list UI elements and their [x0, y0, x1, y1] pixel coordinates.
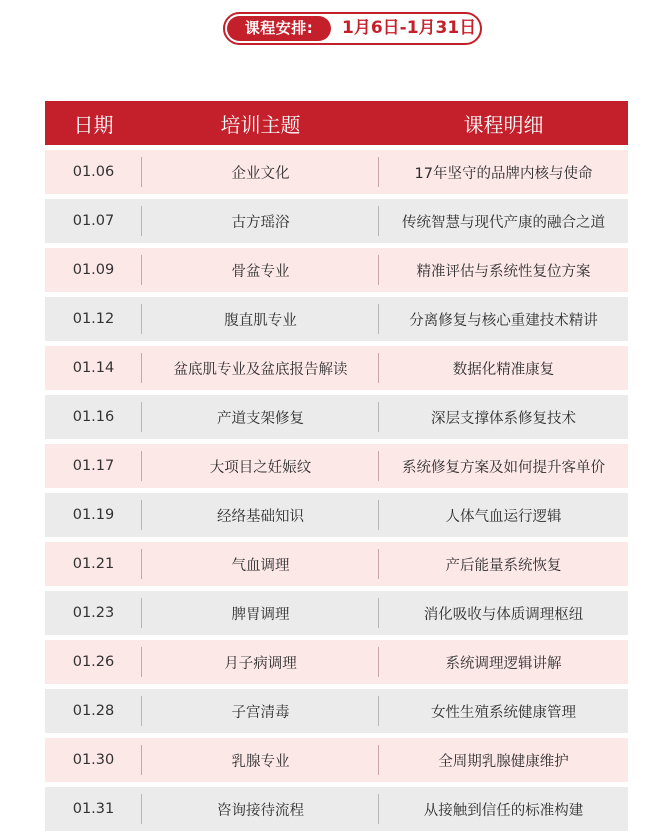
row-detail: 精准评估与系统性复位方案	[416, 263, 591, 280]
row-detail: 系统修复方案及如何提升客单价	[402, 459, 605, 476]
table-row	[45, 444, 628, 488]
row-topic: 乳腺专业	[231, 753, 290, 770]
row-detail: 全周期乳腺健康维护	[438, 753, 569, 770]
column-divider	[141, 500, 142, 530]
column-divider	[378, 500, 379, 530]
column-divider	[141, 647, 142, 677]
row-detail: 女性生殖系统健康管理	[431, 704, 576, 721]
row-detail: 分离修复与核心重建技术精讲	[409, 312, 598, 329]
column-divider	[141, 157, 142, 187]
column-divider	[141, 598, 142, 628]
row-detail: 系统调理逻辑讲解	[445, 655, 562, 672]
row-topic: 咨询接待流程	[217, 802, 304, 819]
row-topic: 古方瑶浴	[231, 214, 290, 231]
column-divider	[378, 549, 379, 579]
row-date: 01.26	[72, 654, 115, 670]
row-topic: 大项目之妊娠纹	[209, 459, 312, 476]
row-date: 01.30	[72, 752, 115, 768]
row-detail: 产后能量系统恢复	[445, 557, 562, 574]
row-topic: 经络基础知识	[217, 508, 304, 525]
row-topic: 脾胃调理	[231, 606, 290, 623]
row-detail: 从接触到信任的标准构建	[423, 802, 584, 819]
column-divider	[378, 157, 379, 187]
table-row	[45, 199, 628, 243]
column-divider	[141, 206, 142, 236]
column-divider	[378, 206, 379, 236]
row-detail: 人体气血运行逻辑	[445, 508, 562, 525]
column-divider	[141, 255, 142, 285]
column-divider	[141, 402, 142, 432]
table-row	[45, 395, 628, 439]
row-date: 01.19	[72, 507, 115, 523]
row-date: 01.12	[72, 311, 115, 327]
table-row	[45, 689, 628, 733]
column-divider	[378, 794, 379, 824]
column-divider	[378, 745, 379, 775]
table-row	[45, 346, 628, 390]
table-row	[45, 150, 628, 194]
column-divider	[141, 745, 142, 775]
row-topic: 腹直肌专业	[224, 312, 297, 329]
column-divider	[141, 353, 142, 383]
table-header	[45, 101, 628, 145]
column-divider	[378, 402, 379, 432]
column-divider	[141, 794, 142, 824]
row-topic: 产道支架修复	[217, 410, 304, 427]
row-detail: 深层支撑体系修复技术	[431, 410, 576, 427]
row-date: 01.07	[72, 213, 115, 229]
table-row	[45, 787, 628, 831]
column-divider	[141, 549, 142, 579]
column-divider	[378, 696, 379, 726]
schedule-banner	[223, 12, 482, 45]
row-topic: 盆底肌专业及盆底报告解读	[173, 361, 348, 378]
row-date: 01.31	[72, 801, 115, 817]
column-divider	[378, 647, 379, 677]
column-divider	[378, 451, 379, 481]
column-divider	[378, 255, 379, 285]
row-date: 01.14	[72, 360, 115, 376]
row-date: 01.28	[72, 703, 115, 719]
row-topic: 气血调理	[231, 557, 290, 574]
column-divider	[378, 598, 379, 628]
table-row	[45, 738, 628, 782]
table-row	[45, 248, 628, 292]
column-divider	[141, 304, 142, 334]
row-detail: 消化吸收与体质调理枢纽	[423, 606, 584, 623]
column-divider	[141, 696, 142, 726]
header-date: 日期	[73, 112, 114, 137]
column-divider	[378, 304, 379, 334]
row-topic: 月子病调理	[224, 655, 297, 672]
table-row	[45, 640, 628, 684]
column-divider	[378, 353, 379, 383]
row-detail: 数据化精准康复	[452, 361, 555, 378]
column-divider	[141, 451, 142, 481]
row-date: 01.09	[72, 262, 115, 278]
row-date: 01.21	[72, 556, 115, 572]
course-table	[45, 101, 628, 831]
row-topic: 子宫清毒	[231, 704, 290, 721]
header-detail: 课程明细	[463, 112, 544, 137]
row-date: 01.16	[72, 409, 115, 425]
header-topic: 培训主题	[220, 112, 301, 137]
table-row	[45, 542, 628, 586]
row-date: 01.23	[72, 605, 115, 621]
table-row	[45, 297, 628, 341]
row-detail: 17年坚守的品牌内核与使命	[414, 165, 593, 182]
schedule-dates: 1月6日-1月31日	[342, 18, 477, 38]
row-date: 01.17	[72, 458, 115, 474]
row-topic: 企业文化	[231, 165, 290, 182]
table-row	[45, 591, 628, 635]
row-detail: 传统智慧与现代产康的融合之道	[402, 214, 605, 231]
row-topic: 骨盆专业	[231, 263, 290, 280]
row-date: 01.06	[72, 164, 115, 180]
schedule-label: 课程安排:	[227, 16, 331, 41]
table-row	[45, 493, 628, 537]
